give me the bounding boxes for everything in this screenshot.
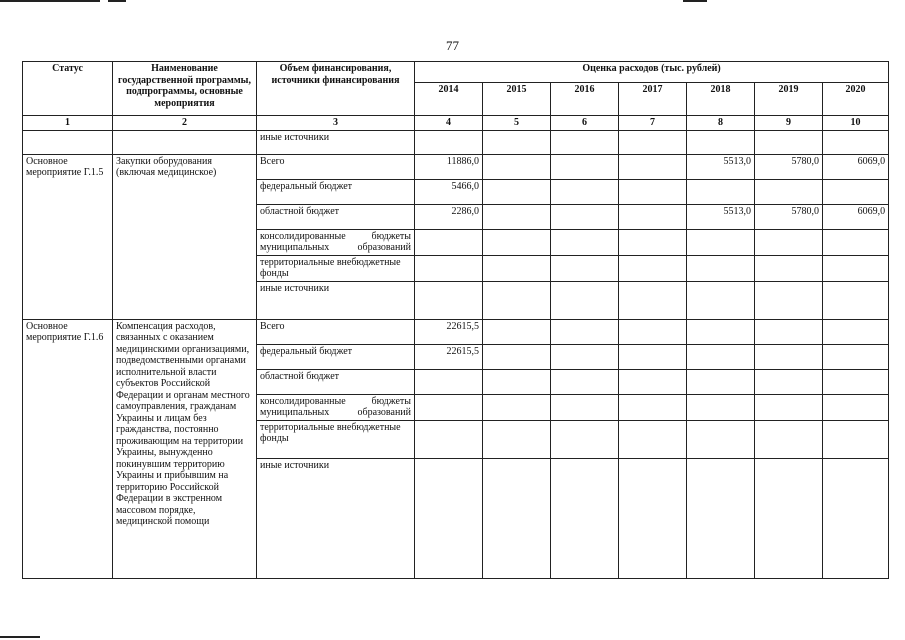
value-cell <box>619 179 687 204</box>
value-cell <box>755 344 823 369</box>
value-cell: 22615,5 <box>415 319 483 344</box>
value-cell <box>415 458 483 578</box>
value-cell <box>823 344 889 369</box>
value-cell <box>687 179 755 204</box>
value-cell <box>483 204 551 229</box>
value-cell <box>755 130 823 154</box>
value-cell <box>687 369 755 394</box>
value-cell: 6069,0 <box>823 154 889 179</box>
name-cell: Компенсация расходов, связанных с оказанием медицинскими организациями, подведомственными органами исполнительной власти субъектов Российской Федерации и органам местного самоуправления, гражданам Украины и лицам без гражданства, постоянно проживающим на территории Украины, вынужденно покинувшим территорию Украины и прибывшим на территорию Российской Федерации в экстренном массовом порядке, медицинской помощи <box>113 319 257 578</box>
value-cell <box>619 204 687 229</box>
value-cell <box>619 394 687 420</box>
source-cell: территориальные внебюджетные фонды <box>257 420 415 458</box>
value-cell <box>415 281 483 319</box>
value-cell <box>687 458 755 578</box>
value-cell <box>415 255 483 281</box>
value-cell <box>755 319 823 344</box>
column-number: 6 <box>551 116 619 131</box>
value-cell <box>687 255 755 281</box>
value-cell <box>823 179 889 204</box>
table-row <box>23 319 889 344</box>
table-row <box>23 130 889 154</box>
value-cell <box>415 130 483 154</box>
value-cell <box>687 229 755 255</box>
year-header: 2014 <box>415 83 483 116</box>
status-cell: Основное мероприятие Г.1.5 <box>23 154 113 319</box>
source-cell: федеральный бюджет <box>257 344 415 369</box>
header-name: Наименование государственной программы, подпрограммы, основные мероприятия <box>113 62 257 116</box>
value-cell <box>823 420 889 458</box>
value-cell <box>551 229 619 255</box>
header-row <box>23 62 889 83</box>
value-cell <box>483 281 551 319</box>
value-cell <box>687 130 755 154</box>
name-cell: Закупки оборудования (включая медицинское) <box>113 154 257 319</box>
value-cell <box>551 319 619 344</box>
source-cell: Всего <box>257 319 415 344</box>
value-cell <box>755 394 823 420</box>
column-number: 9 <box>755 116 823 131</box>
year-header: 2019 <box>755 83 823 116</box>
source-cell: Всего <box>257 154 415 179</box>
value-cell <box>551 179 619 204</box>
column-number: 1 <box>23 116 113 131</box>
value-cell <box>755 179 823 204</box>
value-cell <box>755 369 823 394</box>
value-cell <box>823 458 889 578</box>
value-cell <box>619 154 687 179</box>
status-cell: Основное мероприятие Г.1.6 <box>23 319 113 578</box>
year-header: 2020 <box>823 83 889 116</box>
value-cell: 5513,0 <box>687 204 755 229</box>
value-cell <box>687 281 755 319</box>
source-cell: иные источники <box>257 130 415 154</box>
value-cell <box>483 319 551 344</box>
value-cell <box>483 255 551 281</box>
header-funding: Объем финансирования, источники финансирования <box>257 62 415 116</box>
column-number: 10 <box>823 116 889 131</box>
value-cell: 11886,0 <box>415 154 483 179</box>
column-number: 8 <box>687 116 755 131</box>
value-cell <box>551 344 619 369</box>
value-cell: 22615,5 <box>415 344 483 369</box>
year-header: 2017 <box>619 83 687 116</box>
value-cell <box>823 229 889 255</box>
table-row <box>23 154 889 179</box>
scan-mark <box>0 636 40 638</box>
scan-mark <box>108 0 126 2</box>
value-cell <box>483 420 551 458</box>
scan-mark <box>683 0 707 2</box>
value-cell <box>687 344 755 369</box>
value-cell <box>551 255 619 281</box>
value-cell <box>823 369 889 394</box>
scan-mark <box>0 0 100 2</box>
source-cell: консолидированные бюджеты муниципальных образований <box>257 229 415 255</box>
value-cell: 5513,0 <box>687 154 755 179</box>
value-cell: 2286,0 <box>415 204 483 229</box>
value-cell <box>619 369 687 394</box>
column-number: 2 <box>113 116 257 131</box>
source-cell: территориальные внебюджетные фонды <box>257 255 415 281</box>
header-status: Статус <box>23 62 113 116</box>
value-cell <box>755 458 823 578</box>
value-cell <box>755 420 823 458</box>
status-cell <box>23 130 113 154</box>
source-cell: федеральный бюджет <box>257 179 415 204</box>
value-cell <box>551 420 619 458</box>
year-header: 2018 <box>687 83 755 116</box>
value-cell <box>551 369 619 394</box>
year-header: 2016 <box>551 83 619 116</box>
value-cell: 6069,0 <box>823 204 889 229</box>
value-cell <box>483 154 551 179</box>
value-cell <box>823 255 889 281</box>
value-cell <box>823 281 889 319</box>
value-cell <box>687 394 755 420</box>
value-cell <box>619 281 687 319</box>
value-cell: 5780,0 <box>755 204 823 229</box>
value-cell <box>755 281 823 319</box>
value-cell <box>551 130 619 154</box>
value-cell <box>619 458 687 578</box>
value-cell <box>483 179 551 204</box>
value-cell <box>687 420 755 458</box>
source-cell: областной бюджет <box>257 204 415 229</box>
column-number: 7 <box>619 116 687 131</box>
value-cell: 5780,0 <box>755 154 823 179</box>
column-number: 4 <box>415 116 483 131</box>
value-cell <box>619 344 687 369</box>
value-cell <box>551 154 619 179</box>
value-cell <box>823 319 889 344</box>
column-number: 5 <box>483 116 551 131</box>
value-cell <box>551 458 619 578</box>
value-cell <box>483 394 551 420</box>
budget-table <box>22 61 889 579</box>
value-cell <box>755 229 823 255</box>
value-cell <box>483 229 551 255</box>
value-cell <box>551 394 619 420</box>
source-cell: иные источники <box>257 458 415 578</box>
value-cell <box>823 394 889 420</box>
source-cell: иные источники <box>257 281 415 319</box>
value-cell <box>619 255 687 281</box>
value-cell <box>415 369 483 394</box>
column-number: 3 <box>257 116 415 131</box>
value-cell <box>823 130 889 154</box>
value-cell <box>619 319 687 344</box>
source-cell: областной бюджет <box>257 369 415 394</box>
value-cell <box>551 281 619 319</box>
value-cell <box>755 255 823 281</box>
value-cell: 5466,0 <box>415 179 483 204</box>
value-cell <box>619 130 687 154</box>
value-cell <box>415 229 483 255</box>
value-cell <box>551 204 619 229</box>
value-cell <box>619 420 687 458</box>
value-cell <box>483 344 551 369</box>
value-cell <box>415 420 483 458</box>
value-cell <box>483 458 551 578</box>
value-cell <box>687 319 755 344</box>
value-cell <box>483 130 551 154</box>
header-expenses: Оценка расходов (тыс. рублей) <box>415 62 889 83</box>
value-cell <box>483 369 551 394</box>
column-number-row <box>23 116 889 131</box>
value-cell <box>415 394 483 420</box>
page-number: 77 <box>446 38 459 53</box>
source-cell: консолидированные бюджеты муниципальных образований <box>257 394 415 420</box>
name-cell <box>113 130 257 154</box>
year-header: 2015 <box>483 83 551 116</box>
value-cell <box>619 229 687 255</box>
